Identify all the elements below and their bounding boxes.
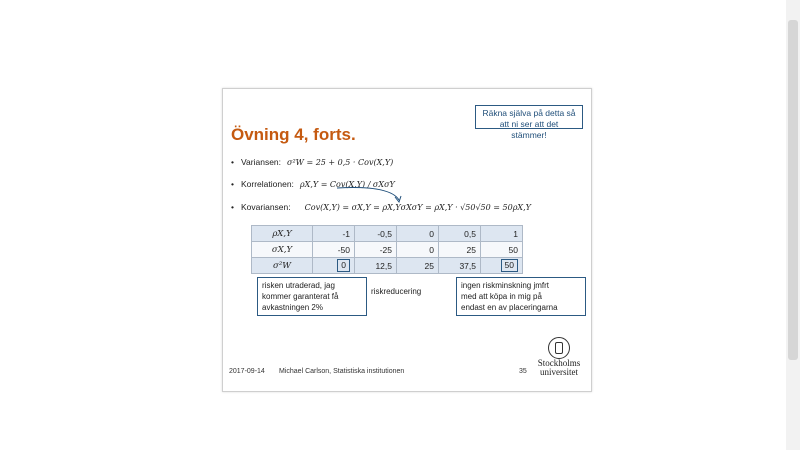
- table-cell: [313, 258, 355, 274]
- table-cell: [481, 258, 523, 274]
- table-cell: -0,5: [355, 226, 397, 242]
- table-cell: 0: [397, 242, 439, 258]
- table-row: [252, 242, 523, 258]
- table-cell: 25: [397, 258, 439, 274]
- bullet-icon: •: [231, 179, 234, 189]
- logo-line2: universitet: [540, 367, 578, 377]
- table-cell: 0: [397, 226, 439, 242]
- university-logo: [529, 337, 589, 381]
- presentation-slide: [222, 88, 592, 392]
- bullet-formula: ρX,Y = Cov(X,Y) / σXσY: [299, 179, 395, 189]
- footer-author: Michael Carlson, Statistiska institutionen: [279, 368, 405, 375]
- note-left: risken utraderad, jag kommer garanterat få avkastningen 2%: [257, 277, 367, 316]
- table-cell: 37,5: [439, 258, 481, 274]
- logo-line1: Stockholms: [537, 358, 581, 368]
- slide-title: Övning 4, forts.: [231, 125, 356, 144]
- table-row: [252, 226, 523, 242]
- footer-page: 35: [519, 368, 527, 375]
- bullet-label: Korrelationen:: [241, 179, 294, 189]
- data-table: [251, 225, 523, 274]
- row-header: σX,Y: [252, 242, 313, 258]
- bullet-icon: •: [231, 157, 234, 167]
- callout-box: Räkna själva på detta så att ni ser att det stämmer!: [475, 105, 583, 129]
- highlight-box: 0: [337, 259, 350, 272]
- scrollbar-thumb[interactable]: [788, 20, 798, 360]
- table-cell: -50: [313, 242, 355, 258]
- highlight-box: 50: [501, 259, 518, 272]
- scrollbar[interactable]: [786, 0, 800, 450]
- footer-date: 2017-09-14: [229, 368, 265, 375]
- table-cell: -25: [355, 242, 397, 258]
- row-header: ρX,Y: [252, 226, 313, 242]
- bullet-icon: •: [231, 202, 234, 212]
- bullet-label: Kovariansen:: [241, 202, 291, 212]
- table-cell: -1: [313, 226, 355, 242]
- table-cell: 50: [481, 242, 523, 258]
- table-cell: 0,5: [439, 226, 481, 242]
- bullet-variance: [231, 157, 393, 167]
- note-middle: riskreducering: [371, 287, 422, 296]
- bullet-covariance: [231, 202, 531, 212]
- table-cell: 1: [481, 226, 523, 242]
- table-cell: 25: [439, 242, 481, 258]
- bullet-label: Variansen:: [241, 157, 282, 167]
- bullet-formula: Cov(X,Y) = σX,Y = ρX,YσXσY = ρX,Y · √50√50 = 50ρX,Y: [304, 202, 531, 212]
- table-row: [252, 258, 523, 274]
- row-header: σ²W: [252, 258, 313, 274]
- seal-icon: [548, 337, 570, 359]
- table-cell: 12,5: [355, 258, 397, 274]
- note-right: ingen riskminskning jmfrt med att köpa in mig på endast en av placeringarna: [456, 277, 586, 316]
- bullet-formula: σ²W = 25 + 0,5 · Cov(X,Y): [287, 157, 394, 167]
